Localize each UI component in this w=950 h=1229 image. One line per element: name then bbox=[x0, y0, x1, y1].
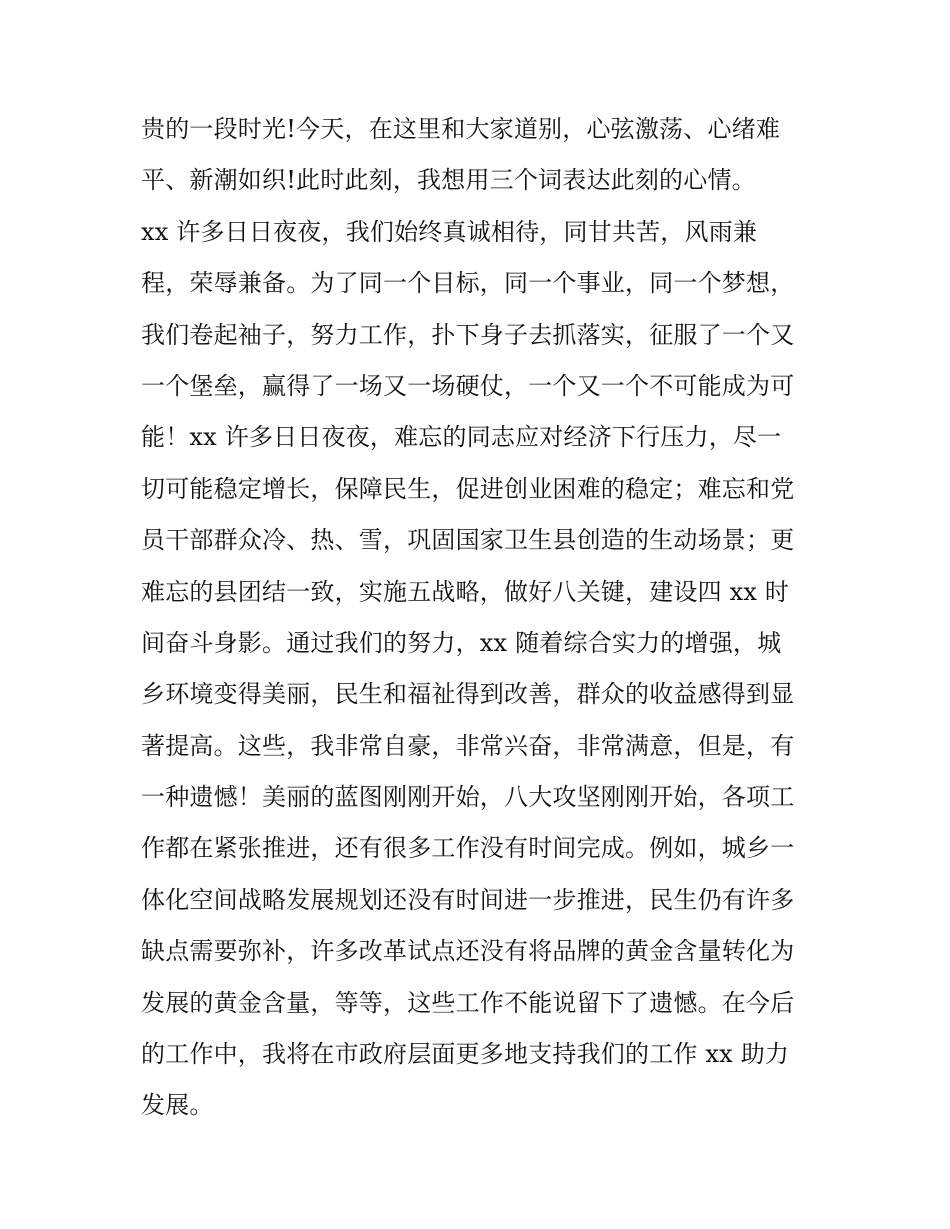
text-line: 我们卷起袖子，努力工作，扑下身子去抓落实，征服了一个又 bbox=[141, 320, 795, 349]
text-line: 能！xx 许多日日夜夜，难忘的同志应对经济下行压力，尽一 bbox=[141, 423, 782, 452]
text-line: 员干部群众冷、热、雪，巩固国家卫生县创造的生动场景；更 bbox=[141, 526, 795, 555]
text-line: 平、新潮如织!此时此刻，我想用三个词表达此刻的心情。 bbox=[141, 166, 756, 195]
text-line: 发展的黄金含量，等等，这些工作不能说留下了遗憾。在今后 bbox=[141, 988, 795, 1017]
text-line: 切可能稳定增长，保障民生，促进创业困难的稳定；难忘和党 bbox=[141, 474, 795, 503]
text-line: 的工作中，我将在市政府层面更多地支持我们的工作 xx 助力 bbox=[141, 1040, 790, 1069]
text-line: 缺点需要弥补，许多改革试点还没有将品牌的黄金含量转化为 bbox=[141, 937, 795, 966]
text-line: 著提高。这些，我非常自豪，非常兴奋，非常满意，但是，有 bbox=[141, 731, 795, 760]
text-line: 难忘的县团结一致，实施五战略，做好八关键，建设四 xx 时 bbox=[141, 577, 790, 606]
text-line: 作都在紧张推进，还有很多工作没有时间完成。例如，城乡一 bbox=[141, 834, 795, 863]
text-line: xx 许多日日夜夜，我们始终真诚相待，同甘共苦，风雨兼 bbox=[141, 217, 758, 246]
text-line: 发展。 bbox=[141, 1091, 214, 1120]
text-line: 贵的一段时光!今天，在这里和大家道别，心弦激荡、心绪难 bbox=[141, 115, 781, 143]
text-line: 间奋斗身影。通过我们的努力，xx 随着综合实力的增强，城 bbox=[141, 628, 782, 657]
text-line: 体化空间战略发展规划还没有时间进一步推进，民生仍有许多 bbox=[141, 885, 795, 914]
body-text bbox=[141, 104, 821, 1132]
text-line: 一种遗憾！美丽的蓝图刚刚开始，八大攻坚刚刚开始，各项工 bbox=[141, 783, 795, 812]
text-line: 乡环境变得美丽，民生和福祉得到改善，群众的收益感得到显 bbox=[141, 680, 795, 709]
text-line: 程，荣辱兼备。为了同一个目标，同一个事业，同一个梦想， bbox=[141, 269, 795, 298]
text-line: 一个堡垒，赢得了一场又一场硬仗，一个又一个不可能成为可 bbox=[141, 371, 795, 400]
